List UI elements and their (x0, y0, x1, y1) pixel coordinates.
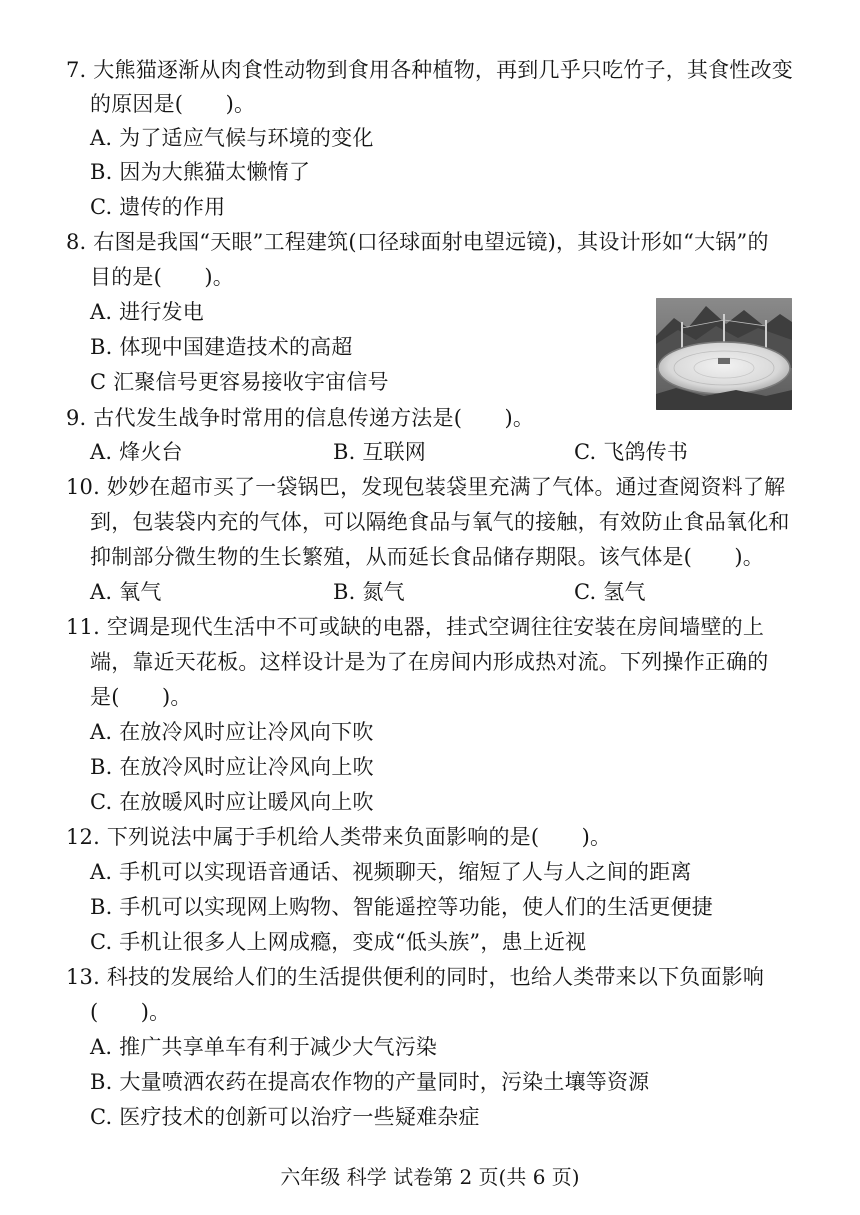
q7-option-c: C. 遗传的作用 (90, 195, 226, 219)
q9-option-c: C. 飞鸽传书 (574, 440, 689, 464)
q8-option-b: B. 体现中国建造技术的高超 (90, 335, 353, 359)
q10-option-b: B. 氮气 (333, 580, 405, 604)
q13-option-c: C. 医疗技术的创新可以治疗一些疑难杂症 (90, 1105, 480, 1129)
q10-stem-line3: 抑制部分微生物的生长繁殖，从而延长食品储存期限。该气体是( )。 (90, 545, 764, 569)
q8-option-a: A. 进行发电 (90, 300, 204, 324)
q8-option-c: C 汇聚信号更容易接收宇宙信号 (90, 370, 389, 394)
q12-option-c: C. 手机让很多人上网成瘾，变成“低头族”，患上近视 (90, 930, 587, 954)
q8-stem-line2: 目的是( )。 (90, 265, 234, 289)
q10-option-c: C. 氢气 (574, 580, 646, 604)
q9-stem-line1: 9. 古代发生战争时常用的信息传递方法是( )。 (66, 406, 535, 430)
q8-stem-line1: 8. 右图是我国“天眼”工程建筑(口径球面射电望远镜)，其设计形如“大锅”的 (66, 230, 769, 254)
q13-option-a: A. 推广共享单车有利于减少大气污染 (90, 1035, 438, 1059)
q12-option-a: A. 手机可以实现语音通话、视频聊天，缩短了人与人之间的距离 (90, 860, 692, 884)
q7-stem-line2: 的原因是( )。 (90, 92, 256, 116)
q11-stem-line1: 11. 空调是现代生活中不可或缺的电器，挂式空调往往安装在房间墙壁的上 (66, 615, 765, 639)
q7-option-a: A. 为了适应气候与环境的变化 (90, 126, 374, 150)
q12-option-b: B. 手机可以实现网上购物、智能遥控等功能，使人们的生活更便捷 (90, 895, 713, 919)
q13-stem-line2: ( )。 (90, 1000, 171, 1024)
q10-stem-line2: 到，包装袋内充的气体，可以隔绝食品与氧气的接触，有效防止食品氧化和 (90, 510, 790, 534)
q9-option-a: A. 烽火台 (90, 440, 183, 464)
q12-stem-line1: 12. 下列说法中属于手机给人类带来负面影响的是( )。 (66, 825, 612, 849)
q10-option-a: A. 氧气 (90, 580, 162, 604)
q10-stem-line1: 10. 妙妙在超市买了一袋锅巴，发现包装袋里充满了气体。通过查阅资料了解 (66, 475, 786, 499)
q7-option-b: B. 因为大熊猫太懒惰了 (90, 160, 311, 184)
q13-option-b: B. 大量喷洒农药在提高农作物的产量同时，污染土壤等资源 (90, 1070, 650, 1094)
q11-stem-line3: 是( )。 (90, 685, 192, 709)
q7-stem-line1: 7. 大熊猫逐渐从肉食性动物到食用各种植物，再到几乎只吃竹子，其食性改变 (66, 58, 793, 82)
page-footer: 六年级 科学 试卷第 2 页(共 6 页) (280, 1165, 580, 1189)
q13-stem-line1: 13. 科技的发展给人们的生活提供便利的同时，也给人类带来以下负面影响 (66, 965, 765, 989)
radio-telescope-photo-icon (656, 298, 792, 410)
q11-stem-line2: 端，靠近天花板。这样设计是为了在房间内形成热对流。下列操作正确的 (90, 650, 769, 674)
q9-option-b: B. 互联网 (333, 440, 426, 464)
q11-option-b: B. 在放冷风时应让冷风向上吹 (90, 755, 374, 779)
q11-option-c: C. 在放暖风时应让暖风向上吹 (90, 790, 374, 814)
q11-option-a: A. 在放冷风时应让冷风向下吹 (90, 720, 374, 744)
